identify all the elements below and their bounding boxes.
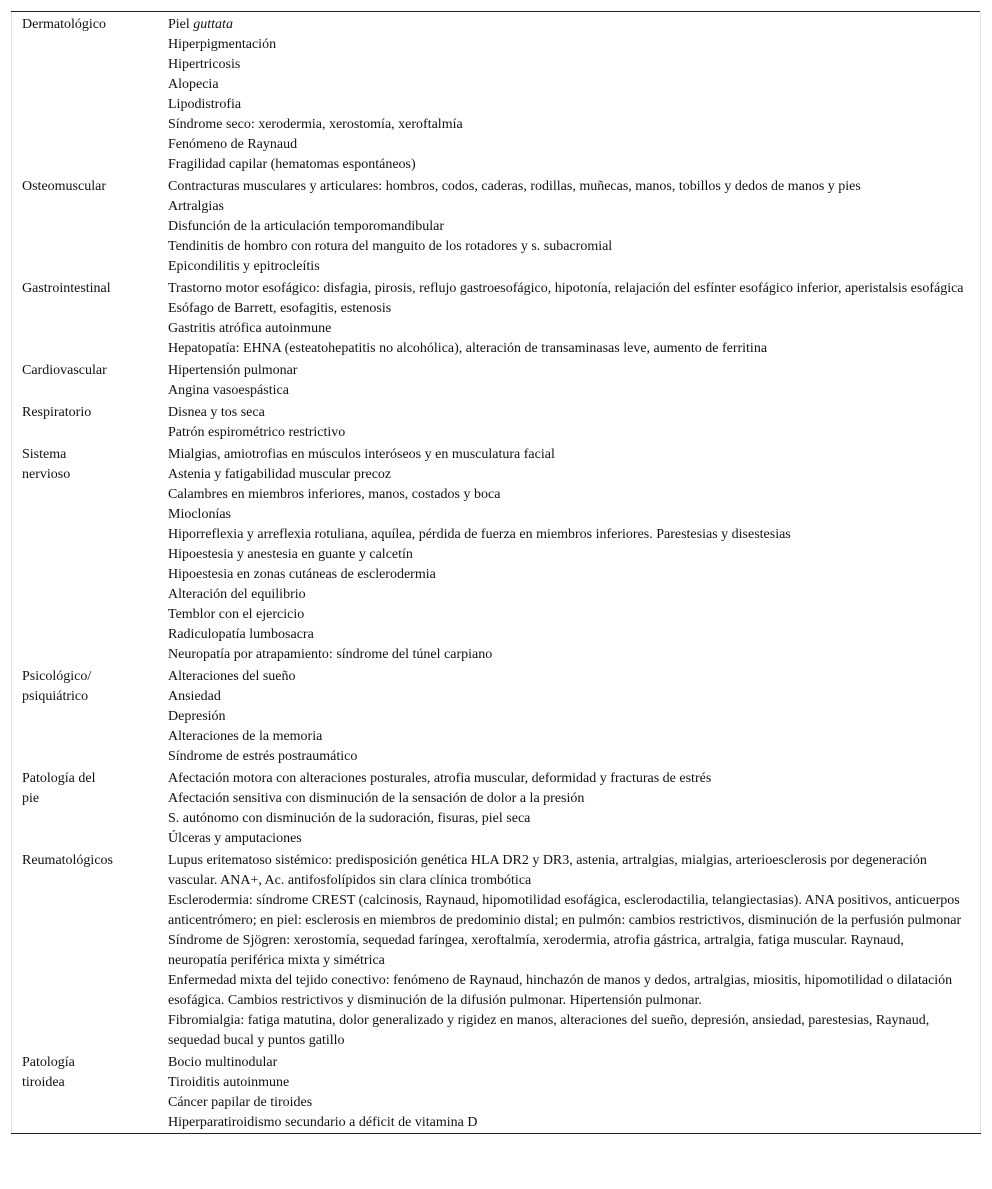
list-item: Temblor con el ejercicio [168, 607, 305, 622]
list-item: Trastorno motor esofágico: disfagia, pirosis, reflujo gastroesofágico, hipotonía, relajación del esfínter esofágico inferior, aperistalsis esofágica [168, 281, 964, 296]
list-item [168, 15, 966, 35]
items-cell [168, 12, 981, 176]
category-label: Dermatológico [22, 17, 106, 32]
table-row [12, 359, 981, 401]
category-label: psiquiátrico [22, 689, 89, 704]
table-row [12, 277, 981, 359]
list-item: Mialgias, amiotrofias en músculos interóseos y en musculatura facial [168, 447, 555, 462]
category-cell [12, 359, 169, 401]
category-label: Osteomuscular [22, 179, 106, 194]
table-row [12, 175, 981, 277]
list-item: Astenia y fatigabilidad muscular precoz [168, 467, 392, 482]
list-item: Calambres en miembros inferiores, manos, costados y boca [168, 487, 501, 502]
list-item: Lipodistrofia [168, 97, 242, 112]
list-item: Síndrome de estrés postraumático [168, 749, 358, 764]
category-label: Sistema [22, 447, 67, 462]
list-item: Hipertensión pulmonar [168, 363, 298, 378]
list-item: Alteraciones de la memoria [168, 729, 323, 744]
list-item: Disnea y tos seca [168, 405, 265, 420]
table-row [12, 849, 981, 1051]
list-item: Hepatopatía: EHNA (esteatohepatitis no alcohólica), alteración de transaminasas leve, aumento de ferritina [168, 341, 768, 356]
list-item: Gastritis atrófica autoinmune [168, 321, 332, 336]
list-item: Afectación motora con alteraciones posturales, atrofia muscular, deformidad y fracturas de estrés [168, 771, 712, 786]
list-item: Enfermedad mixta del tejido conectivo: fenómeno de Raynaud, hinchazón de manos y dedos, artralgias, miositis, hipomotilidad o dilatación esofágica. Cambios restrictivos y disminución de la difusión pulmonar. Hipertensión pulmonar. [168, 973, 953, 1008]
list-item: Neuropatía por atrapamiento: síndrome del túnel carpiano [168, 647, 493, 662]
table-row [12, 1051, 981, 1134]
list-item: Fibromialgia: fatiga matutina, dolor generalizado y rigidez en manos, alteraciones del sueño, depresión, ansiedad, parestesias, Raynaud, sequedad bucal y puntos gatillo [168, 1013, 930, 1048]
items-cell [168, 277, 981, 359]
category-label: Gastrointestinal [22, 281, 111, 296]
list-item: Alteración del equilibrio [168, 587, 306, 602]
list-item: Angina vasoespástica [168, 383, 289, 398]
items-cell [168, 443, 981, 665]
list-item: Disfunción de la articulación temporomandibular [168, 219, 445, 234]
category-cell [12, 767, 169, 849]
list-item: Fenómeno de Raynaud [168, 137, 298, 152]
item-text: Piel [168, 17, 194, 32]
category-label: Cardiovascular [22, 363, 107, 378]
category-cell [12, 443, 169, 665]
list-item: Fragilidad capilar (hematomas espontáneos) [168, 157, 416, 172]
items-cell [168, 665, 981, 767]
table-row [12, 12, 981, 176]
list-item: Úlceras y amputaciones [168, 831, 302, 846]
category-label: Psicológico/ [22, 669, 92, 684]
list-item: Mioclonías [168, 507, 231, 522]
item-italic-text: guttata [193, 17, 233, 32]
list-item: Hipoestesia en zonas cutáneas de esclerodermia [168, 567, 436, 582]
table-row [12, 665, 981, 767]
items-cell [168, 767, 981, 849]
category-cell [12, 665, 169, 767]
list-item: Lupus eritematoso sistémico: predisposición genética HLA DR2 y DR3, astenia, artralgias, mialgias, arterioesclerosis por degeneración vascular. ANA+, Ac. antifosfolípidos sin clara clínica trombótica [168, 853, 927, 888]
list-item: Contracturas musculares y articulares: hombros, codos, caderas, rodillas, muñecas, manos, tobillos y dedos de manos y pies [168, 179, 861, 194]
list-item: Bocio multinodular [168, 1055, 278, 1070]
list-item: Tiroiditis autoinmune [168, 1075, 290, 1090]
list-item: Esclerodermia: síndrome CREST (calcinosis, Raynaud, hipomotilidad esofágica, esclerodactilia, telangiectasias). ANA positivos, anticuerpos anticentrómero; en piel: esclerosis en miembros de predominio distal; en pulmón: cambios restrictivos, disminución de la perfusión pulmonar [168, 893, 962, 928]
list-item: Hiperpigmentación [168, 37, 277, 52]
list-item: Radiculopatía lumbosacra [168, 627, 314, 642]
list-item: Hipertricosis [168, 57, 241, 72]
items-cell [168, 1051, 981, 1134]
category-label: Reumatológicos [22, 853, 113, 868]
list-item: Esófago de Barrett, esofagitis, estenosis [168, 301, 392, 316]
category-label: pie [22, 791, 40, 806]
list-item: Epicondilitis y epitrocleítis [168, 259, 320, 274]
list-item: S. autónomo con disminución de la sudoración, fisuras, piel seca [168, 811, 531, 826]
clinical-manifestations-table [11, 11, 981, 1134]
list-item: Hiporreflexia y arreflexia rotuliana, aquílea, pérdida de fuerza en miembros inferiores. Parestesias y disestesias [168, 527, 791, 542]
list-item: Hiperparatiroidismo secundario a déficit de vitamina D [168, 1115, 478, 1130]
items-cell [168, 849, 981, 1051]
table-row [12, 767, 981, 849]
category-label: Patología del [22, 771, 96, 786]
table-body [12, 12, 981, 1134]
category-cell [12, 401, 169, 443]
items-cell [168, 175, 981, 277]
list-item: Alteraciones del sueño [168, 669, 296, 684]
category-label: Respiratorio [22, 405, 92, 420]
category-label: Patología [22, 1055, 75, 1070]
list-item: Depresión [168, 709, 226, 724]
category-cell [12, 12, 169, 176]
items-cell [168, 401, 981, 443]
list-item: Hipoestesia y anestesia en guante y calcetín [168, 547, 413, 562]
category-label: nervioso [22, 467, 71, 482]
list-item: Síndrome seco: xerodermia, xerostomía, xeroftalmía [168, 117, 463, 132]
list-item: Cáncer papilar de tiroides [168, 1095, 313, 1110]
list-item: Ansiedad [168, 689, 221, 704]
list-item: Afectación sensitiva con disminución de la sensación de dolor a la presión [168, 791, 585, 806]
list-item: Tendinitis de hombro con rotura del manguito de los rotadores y s. subacromial [168, 239, 613, 254]
category-cell [12, 277, 169, 359]
table-row [12, 443, 981, 665]
list-item: Patrón espirométrico restrictivo [168, 425, 346, 440]
table-row [12, 401, 981, 443]
category-cell [12, 175, 169, 277]
category-label: tiroidea [22, 1075, 65, 1090]
items-cell [168, 359, 981, 401]
category-cell [12, 849, 169, 1051]
list-item: Síndrome de Sjögren: xerostomía, sequedad faríngea, xeroftalmía, xerodermia, atrofia gástrica, artralgia, fatiga muscular. Raynaud, neuropatía periférica mixta y simétrica [168, 933, 904, 968]
list-item: Artralgias [168, 199, 224, 214]
list-item: Alopecia [168, 77, 219, 92]
category-cell [12, 1051, 169, 1134]
